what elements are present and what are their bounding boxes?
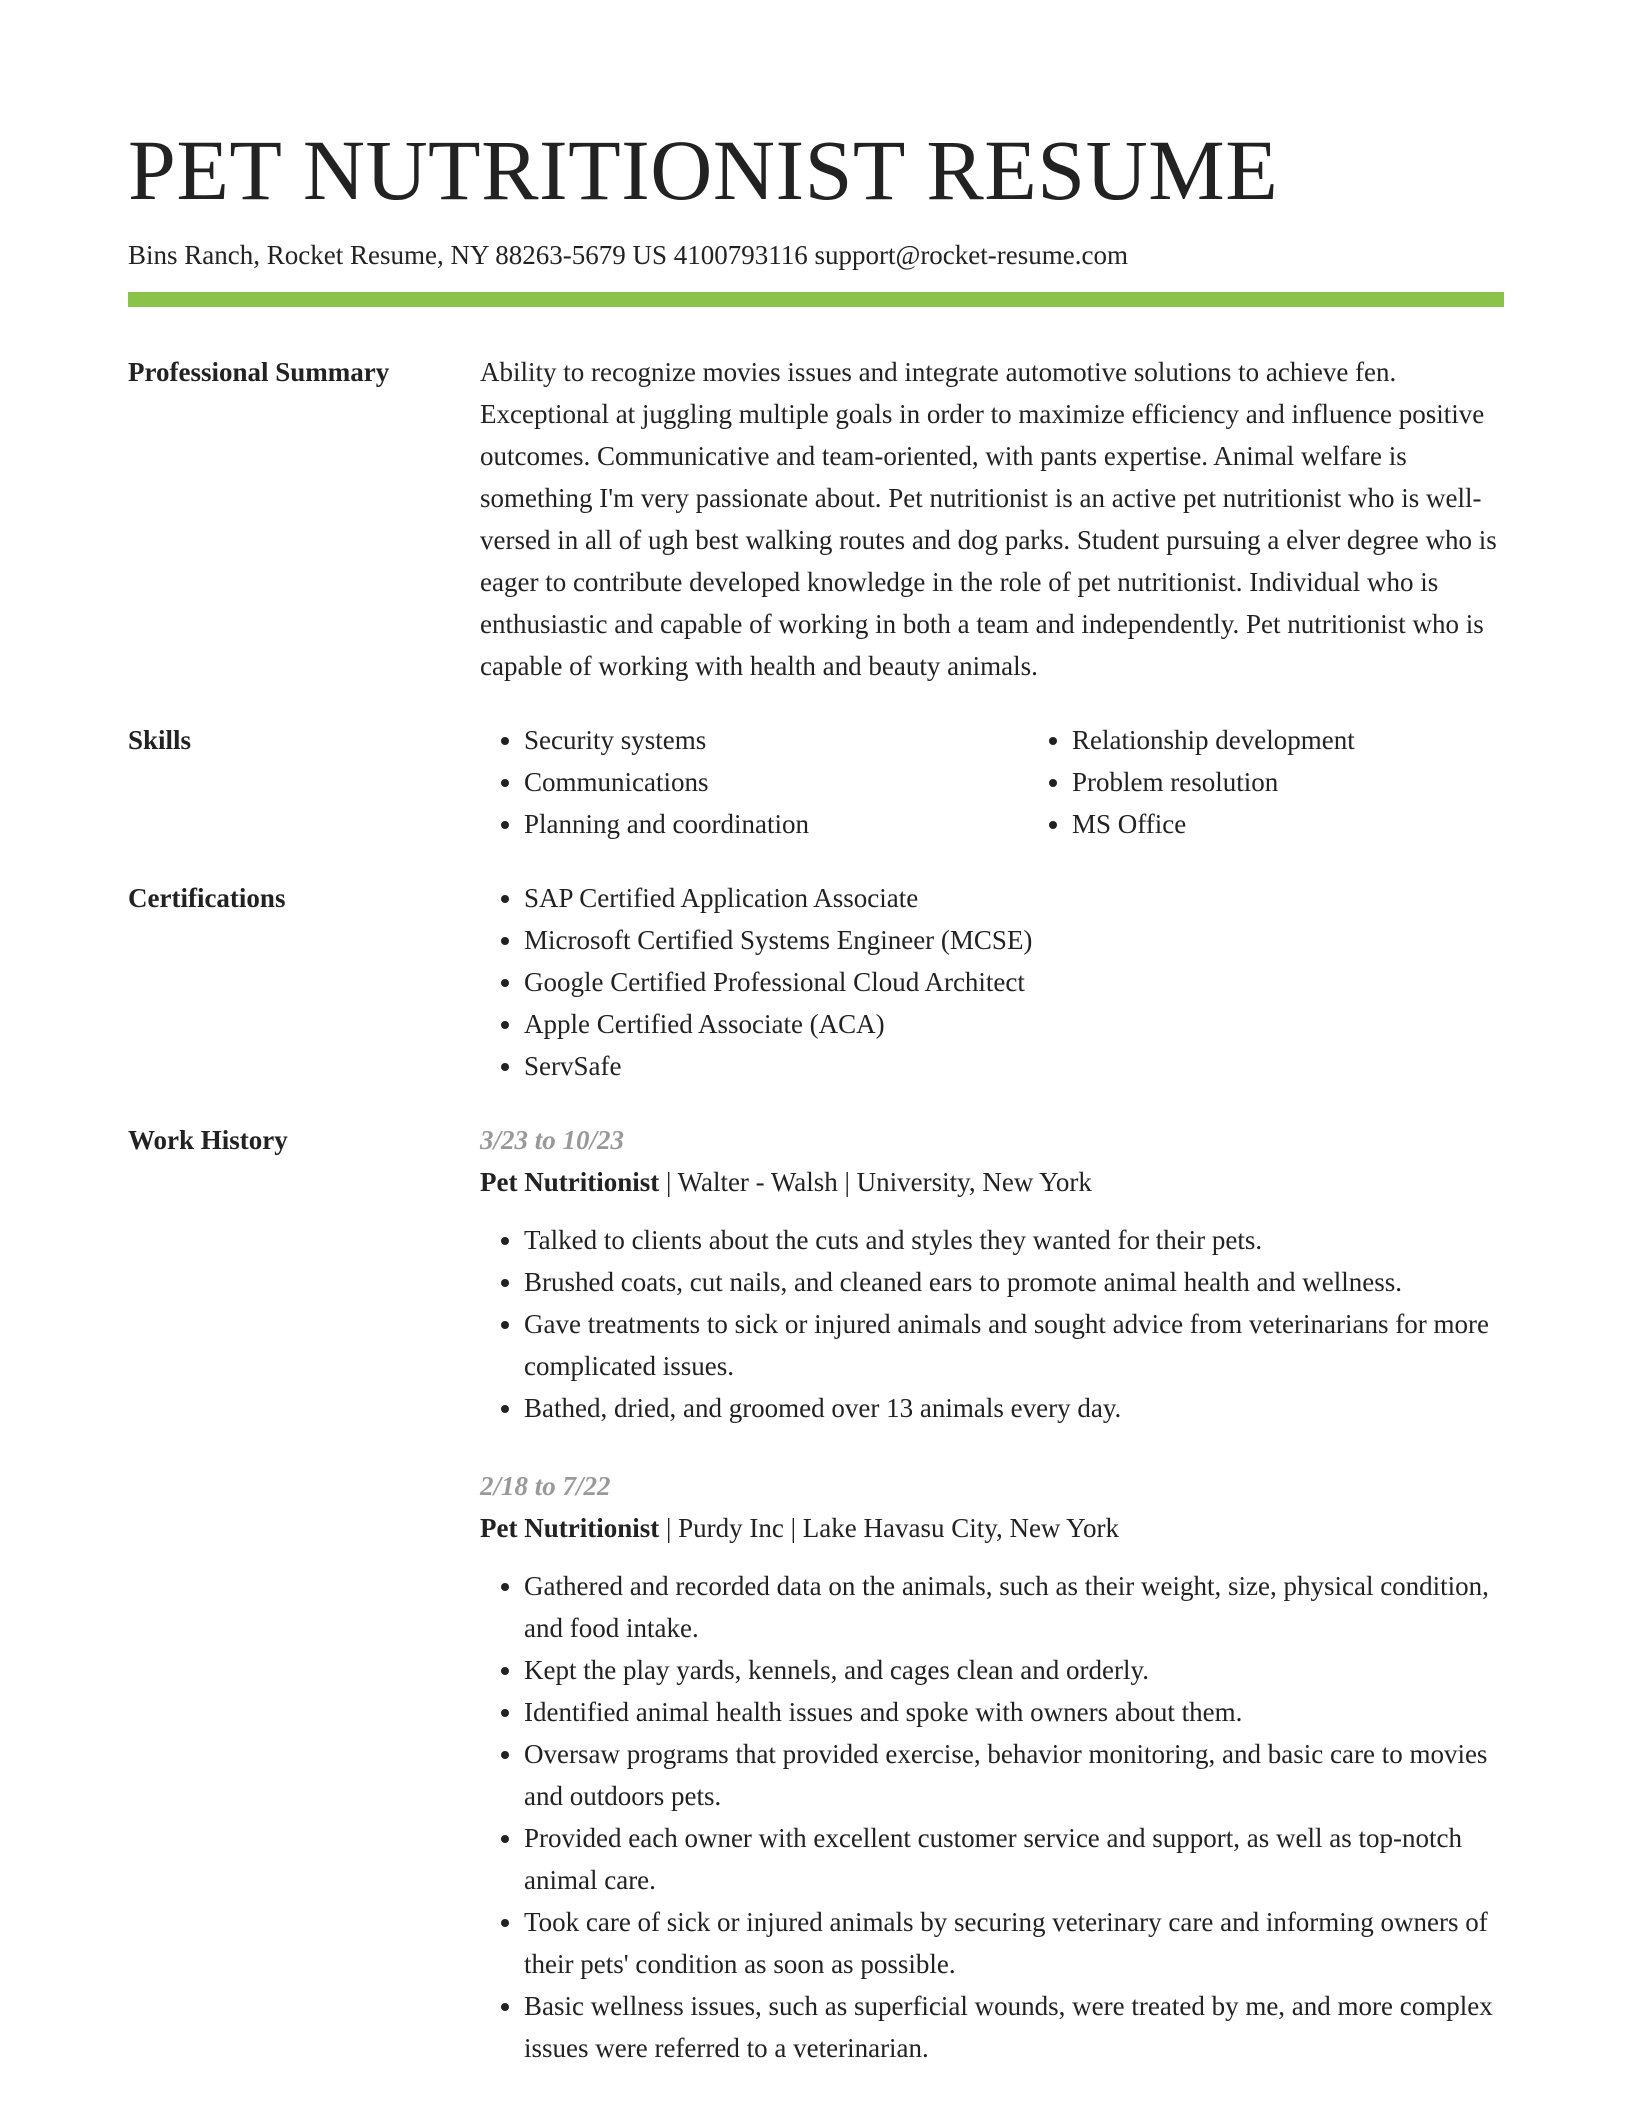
job-details: | Purdy Inc | Lake Havasu City, New York xyxy=(659,1513,1119,1543)
skills-list-right xyxy=(1028,719,1355,845)
job-date: 2/18 to 7/22 xyxy=(480,1471,611,1501)
certification-item: • Apple Certified Associate (ACA) xyxy=(524,1003,1504,1045)
skill-item: • Communications xyxy=(524,761,1028,803)
resume-title: PET NUTRITIONIST RESUME xyxy=(128,122,1279,218)
skill-item: • Planning and coordination xyxy=(524,803,1028,845)
job-bullet: • Talked to clients about the cuts and styles they wanted for their pets. xyxy=(524,1219,1504,1261)
job-bullet: • Provided each owner with excellent customer service and support, as well as top-notch animal care. xyxy=(524,1817,1504,1901)
certification-item: • Google Certified Professional Cloud Architect xyxy=(524,961,1504,1003)
certifications-label: Certifications xyxy=(128,883,286,913)
job-title: Pet Nutritionist xyxy=(480,1513,660,1543)
skill-item: • MS Office xyxy=(1072,803,1355,845)
certifications-section xyxy=(128,877,1504,1087)
contact-line: Bins Ranch, Rocket Resume, NY 88263-5679 US 4100793116 support@rocket-resume.com xyxy=(128,240,1128,270)
job-title: Pet Nutritionist xyxy=(480,1167,660,1197)
certification-item: • SAP Certified Application Associate xyxy=(524,877,1504,919)
job-bullets xyxy=(480,1565,1504,2069)
job-bullet: • Bathed, dried, and groomed over 13 animals every day. xyxy=(524,1387,1504,1429)
job-bullet: • Identified animal health issues and spoke with owners about them. xyxy=(524,1691,1504,1733)
summary-section xyxy=(128,351,1504,687)
job-bullets xyxy=(480,1219,1504,1429)
skills-list-left xyxy=(480,719,1028,845)
job-bullet: • Gathered and recorded data on the animals, such as their weight, size, physical condition, and food intake. xyxy=(524,1565,1504,1649)
job-bullet: • Kept the play yards, kennels, and cages clean and orderly. xyxy=(524,1649,1504,1691)
certifications-list xyxy=(480,877,1504,1087)
resume-sections xyxy=(128,351,1504,2069)
job-entry xyxy=(480,1119,1504,1429)
skill-item: • Problem resolution xyxy=(1072,761,1355,803)
resume-page xyxy=(128,118,1504,2101)
accent-divider xyxy=(128,292,1504,307)
skill-item: • Relationship development xyxy=(1072,719,1355,761)
job-bullet: • Oversaw programs that provided exercise, behavior monitoring, and basic care to movies and outdoors pets. xyxy=(524,1733,1504,1817)
job-details: | Walter - Walsh | University, New York xyxy=(659,1167,1092,1197)
job-entry xyxy=(480,1465,1504,2069)
work-history-section xyxy=(128,1119,1504,2069)
skills-section xyxy=(128,719,1504,845)
certification-item: • ServSafe xyxy=(524,1045,1504,1087)
job-header xyxy=(480,1161,1504,1203)
job-bullet: • Took care of sick or injured animals by securing veterinary care and informing owners of their pets' condition as soon as possible. xyxy=(524,1901,1504,1985)
summary-label: Professional Summary xyxy=(128,357,390,387)
summary-text: Ability to recognize movies issues and integrate automotive solutions to achieve fen. Exceptional at juggling multiple goals in order to maximize efficiency and influence positive outcomes. Communicative and team-oriented, with pants expertise. Animal welfare is something I'm very passionate about. Pet nutritionist is an active pet nutritionist who is well-versed in all of ugh best walking routes and dog parks. Student pursuing a elver degree who is eager to contribute developed knowledge in the role of pet nutritionist. Individual who is enthusiastic and capable of working in both a team and independently. Pet nutritionist who is capable of working with health and beauty animals. xyxy=(480,357,1497,681)
job-date: 3/23 to 10/23 xyxy=(480,1125,625,1155)
skills-label: Skills xyxy=(128,725,192,755)
job-bullet: • Brushed coats, cut nails, and cleaned ears to promote animal health and wellness. xyxy=(524,1261,1504,1303)
job-bullet: • Gave treatments to sick or injured animals and sought advice from veterinarians for more complicated issues. xyxy=(524,1303,1504,1387)
certification-item: • Microsoft Certified Systems Engineer (MCSE) xyxy=(524,919,1504,961)
work-history-label: Work History xyxy=(128,1125,288,1155)
job-bullet: • Basic wellness issues, such as superficial wounds, were treated by me, and more complex issues were referred to a veterinarian. xyxy=(524,1985,1504,2069)
skill-item: • Security systems xyxy=(524,719,1028,761)
job-header xyxy=(480,1507,1504,1549)
